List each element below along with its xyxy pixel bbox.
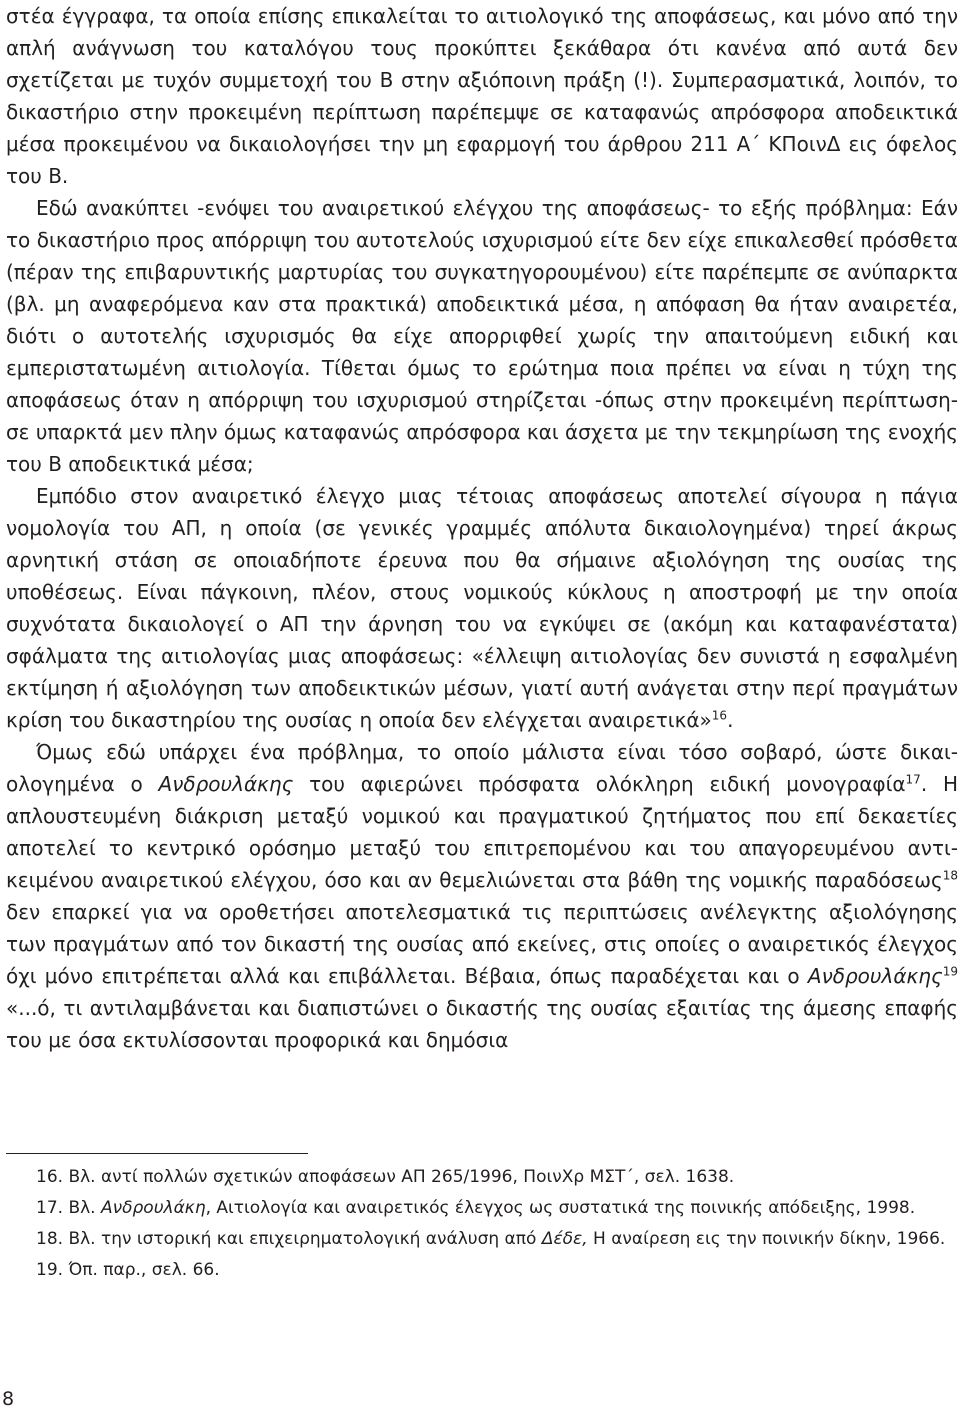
page-number: 8 [2,1388,15,1410]
author-name-2: Ανδρουλάκης [807,964,943,988]
footnote-19 [6,1255,958,1286]
footnote-18-author: Δέδε, [541,1229,588,1249]
footnote-ref-18[interactable]: 18 [942,868,958,883]
footnotes [6,1162,958,1286]
paragraph-4 [6,736,958,1056]
footnote-ref-19[interactable]: 19 [942,964,958,979]
paragraph-4-part-e: «...ό, τι αντιλαμβάνεται και διαπιστώνει ο δικαστής της ουσίας εξαιτίας της άμεσης επαφής του με όσα εκτυλίσσονται προφορικά και δημόσια [6,996,958,1052]
body-text [6,0,958,1056]
footnote-17-author: Ανδρουλάκη [100,1198,206,1218]
author-name: Ανδρουλάκης [158,772,294,796]
footnote-16-text: 16. Βλ. αντί πολλών σχετικών αποφάσεων ΑΠ 265/1996, ΠοινΧρ ΜΣΤ΄, σελ. 1638. [36,1167,735,1187]
footnote-18-text: Η αναίρεση εις την ποινικήν δίκην, 1966. [587,1229,946,1249]
paragraph-2 [6,192,958,480]
paragraph-3-text: Εμπόδιο στον αναιρετικό έλεγχο μιας τέτοιας αποφάσεως αποτελεί σίγουρα η πάγια νομολογία του ΑΠ, η οποία (σε γενικές γραμμές απόλυτα δικαιολογημένα) τηρεί άκρως αρνητική στάση σε οποιαδήποτε έρευνα που θα σήμαινε αξιολόγηση της ουσίας της υποθέσεως. Είναι πάγκοινη, πλέον, στους νομικούς κύκλους η αποστροφή με την οποία συχνότατα δικαιολογεί ο ΑΠ την άρνηση του να εγκύψει σε (ακόμη και καταφανέστατα) σφάλματα της αιτιολογίας μιας αποφάσεως: «έλλειψη αιτιολογίας δεν συνιστά η εσφαλμένη εκτίμηση ή αξιολόγηση των αποδεικτικών μέσων, γιατί αυτή ανάγεται στην περί πραγμάτων κρίση του δικαστηρίου της ουσίας η οποία δεν ελέγχεται αναιρετικά» [6,484,958,732]
footnote-separator [6,1153,308,1154]
footnote-17 [6,1193,958,1224]
paragraph-1 [6,0,958,192]
footnote-17-text: , Αιτιολογία και αναιρετικός έλεγχος ως συστατικά της ποινικής απόδειξης, 1998. [205,1198,916,1218]
footnote-17-prefix: 17. Βλ. [36,1198,101,1218]
footnote-18 [6,1224,958,1255]
paragraph-3 [6,480,958,736]
footnote-18-prefix: 18. Βλ. την ιστορική και επιχειρηματολογική ανάλυση από [36,1229,542,1249]
paragraph-4-part-c: . Η απλουστευμένη διάκριση μεταξύ νομικού και πραγματικού ζητήματος που επί δεκαετίες αποτελεί το κεντρικό ορόσημο μεταξύ του επιτρεπομένου και του απαγορευμένου αντικειμένου αναιρετικού ελέγχου, όσο και αν θεμελιώνεται στα βάθη της νομικής παραδόσεως [6,772,958,892]
footnote-16 [6,1162,958,1193]
paragraph-2-text: Εδώ ανακύπτει -ενόψει του αναιρετικού ελέγχου της αποφάσεως- το εξής πρόβλημα: Εάν το δικαστήριο προς απόρριψη του αυτοτελούς ισχυρισμού είτε δεν είχε επικαλεσθεί πρόσθετα (πέραν της επιβαρυντικής μαρτυρίας του συγκατηγορουμένου) είτε παρέπεμπε σε ανύπαρκτα (βλ. μη αναφερόμενα καν στα πρακτικά) αποδεικτικά μέσα, η απόφαση θα ήταν αναιρετέα, διότι ο αυτοτελής ισχυρισμός θα είχε απορριφθεί χωρίς την απαιτούμενη ειδική και εμπεριστατωμένη αιτιολογία. Τίθεται όμως το ερώτημα ποια πρέπει να είναι η τύχη της αποφάσεως όταν η απόρριψη του ισχυρισμού στηρίζεται -όπως στην προκειμένη περίπτωση- σε υπαρκτά μεν πλην όμως καταφανώς απρόσφορα και άσχετα με την τεκμηρίωση της ενοχής του Β αποδεικτικά μέσα; [6,196,958,476]
paragraph-4-part-a: Όμως εδώ υπάρχει ένα πρόβλημα, το οποίο μάλιστα είναι τόσο σοβαρό, ώστε δικαιολογημένα ο [6,740,958,796]
paragraph-4-part-b: του αφιερώνει πρόσφατα ολόκληρη ειδική μονογραφία [293,772,906,796]
footnote-19-text: 19. Όπ. παρ., σελ. 66. [36,1260,220,1280]
paragraph-1-text: στέα έγγραφα, τα οποία επίσης επικαλείται το αιτιολογικό της αποφάσεως, και μόνο από την απλή ανάγνωση του καταλόγου τους προκύπτει ξεκάθαρα ότι κανένα από αυτά δεν σχετίζεται με τυχόν συμμετοχή του Β στην αξιόποινη πράξη (!). Συμπερασματικά, λοιπόν, το δικαστήριο στην προκειμένη περίπτωση παρέπεμψε σε καταφανώς απρόσφορα αποδεικτικά μέσα προκειμένου να δικαιολογήσει την μη εφαρμογή του άρθρου 211 Α΄ ΚΠοινΔ εις όφελος του Β. [6,4,958,188]
paragraph-3-end: . [727,708,734,732]
footnote-ref-17[interactable]: 17 [905,772,921,787]
footnote-ref-16[interactable]: 16 [711,708,728,723]
paragraph-4-part-d: δεν επαρκεί για να οροθετήσει αποτελεσματικά τις περιπτώσεις ανέλεγκτης αξιολόγησης των πραγμάτων από τον δικαστή της ουσίας από εκείνες, στις οποίες ο αναιρετικός έλεγχος όχι μόνο επιτρέπεται αλλά και επιβάλλεται. Βέβαια, όπως παραδέχεται και ο [6,900,958,988]
